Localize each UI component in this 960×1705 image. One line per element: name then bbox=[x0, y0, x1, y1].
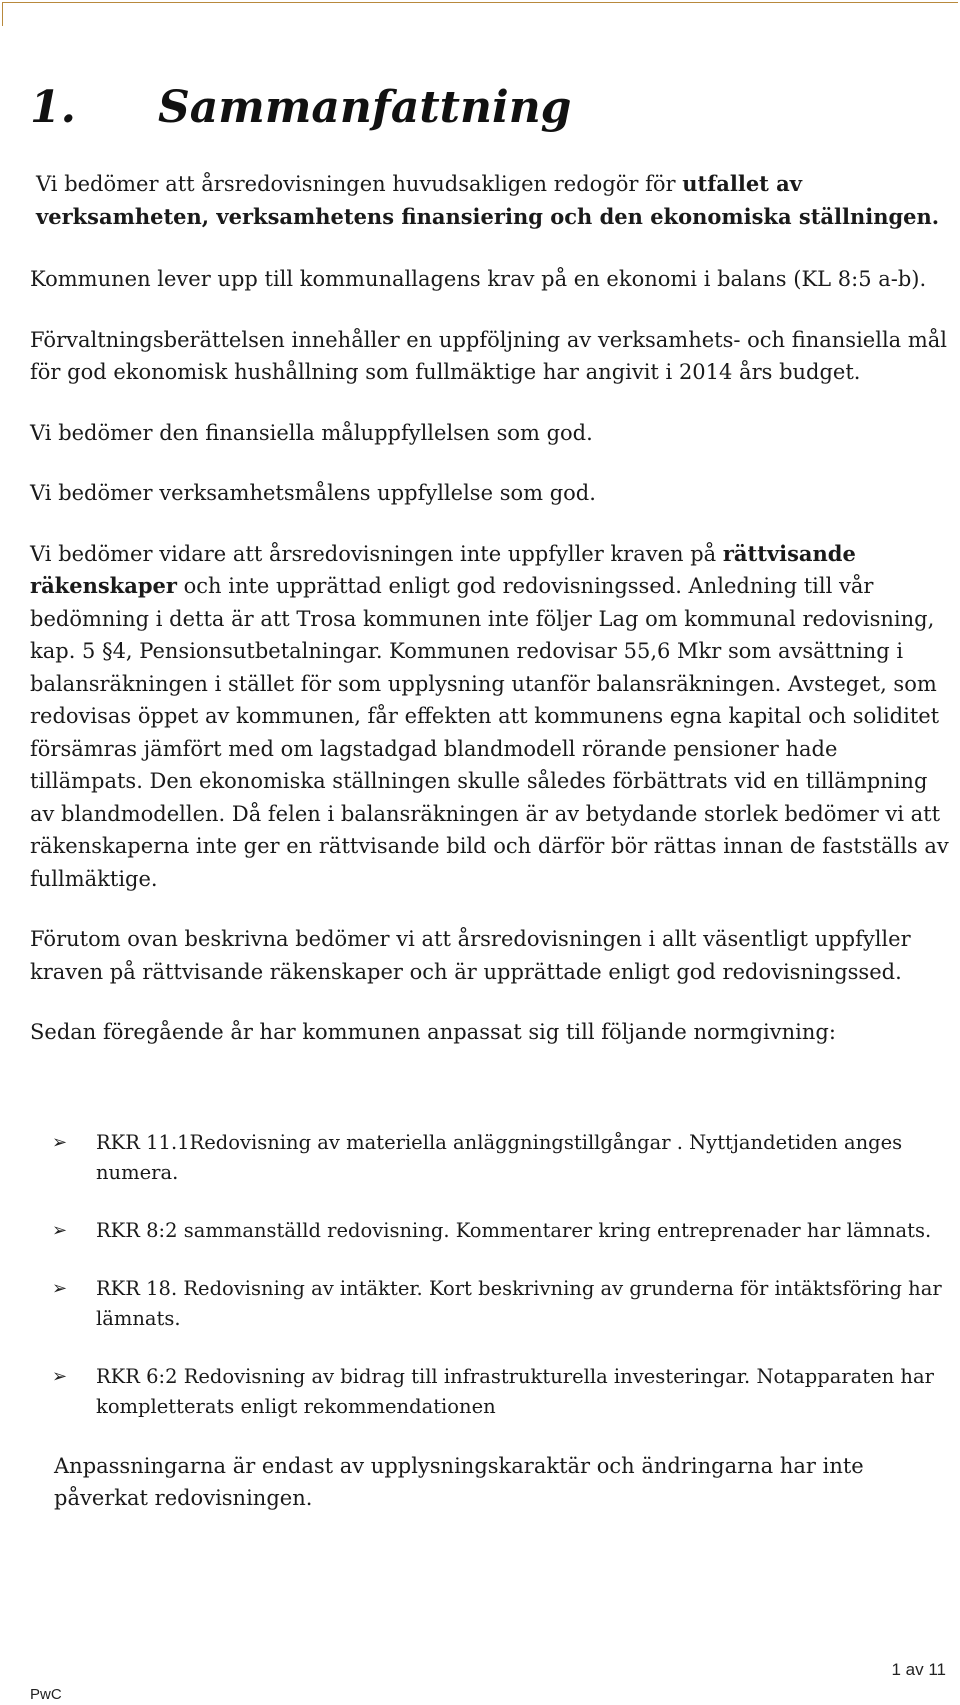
list-item bbox=[52, 1362, 950, 1422]
paragraph-norms-intro: Sedan föregående år har kommunen anpassat sig till följande normgivning: bbox=[30, 1020, 836, 1044]
arrow-bullet-icon: ➢ bbox=[52, 1220, 68, 1241]
section-title: Sammanfattning bbox=[158, 82, 572, 133]
page-number: 1 av 11 bbox=[891, 1660, 946, 1679]
section-number: 1. bbox=[30, 82, 76, 133]
paragraph-fair-accounts-intro: Vi bedömer vidare att årsredovisningen inte uppfyller kraven på bbox=[30, 541, 723, 566]
page-title bbox=[30, 82, 571, 133]
paragraph-fair-accounts-body: och inte upprättad enligt god redovisningssed. Anledning till vår bedömning i detta är att Trosa kommunen inte följer Lag om kommunal redovisning, kap. 5 §4, Pensionsutbetalningar. Kommunen redovisar 55,6 Mkr som avsättning i balansräkningen i stället för som upplysning utanför balansräkningen. Avsteget, som redovisas öppet av kommunen, får effekten att kommunens egna kapital och soliditet försämras jämfört med om lagstadgad blandmodell rörande pensioner hade tillämpats. Den ekonomiska ställningen skulle således förbättrats vid en tillämpning av blandmodellen. Då felen i balansräkningen är av betydande storlek bedömer vi att räkenskaperna inte ger en rättvisande bild och därför bör rättas innan de fastställs av fullmäktige. bbox=[30, 574, 949, 891]
list-item bbox=[52, 1128, 950, 1188]
summary-body bbox=[30, 168, 950, 1049]
list-item-text: RKR 8:2 sammanställd redovisning. Kommentarer kring entreprenader har lämnats. bbox=[96, 1219, 932, 1242]
paragraph-closing: Anpassningarna är endast av upplysningskaraktär och ändringarna har inte påverkat redovisningen. bbox=[54, 1454, 864, 1510]
paragraph-outcome-text: Vi bedömer att årsredovisningen huvudsakligen redogör för bbox=[36, 172, 683, 196]
paragraph-financial-goals: Vi bedömer den finansiella måluppfyllelsen som god. bbox=[30, 420, 593, 445]
paragraph-operational-goals: Vi bedömer verksamhetsmålens uppfyllelse som god. bbox=[30, 481, 596, 505]
paragraph-balance: Kommunen lever upp till kommunallagens krav på en ekonomi i balans (KL 8:5 a-b). bbox=[30, 267, 927, 291]
list-item bbox=[52, 1274, 950, 1334]
paragraph-fair-accounts bbox=[30, 538, 950, 896]
paragraph-management-report: Förvaltningsberättelsen innehåller en uppföljning av verksamhets- och finansiella mål för god ekonomisk hushållning som fullmäktige har angivit i 2014 års budget. bbox=[30, 327, 948, 384]
top-rule bbox=[2, 2, 958, 3]
corner-rule bbox=[2, 2, 3, 26]
paragraph-outcome-emphasis: utfallet av verksamheten, verksamhetens finansiering och den ekonomiska ställningen. bbox=[36, 171, 940, 229]
paragraph-fair-accounts-emphasis: rättvisande räkenskaper bbox=[30, 540, 856, 598]
list-item-text: RKR 11.1Redovisning av materiella anläggningstillgångar . Nyttjandetiden anges numera. bbox=[96, 1131, 903, 1184]
footer-brand: PwC bbox=[30, 1686, 62, 1703]
list-item bbox=[52, 1216, 950, 1246]
arrow-bullet-icon: ➢ bbox=[52, 1366, 68, 1387]
list-item-text: RKR 18. Redovisning av intäkter. Kort beskrivning av grunderna för intäktsföring har lämnats. bbox=[96, 1277, 942, 1330]
arrow-bullet-icon: ➢ bbox=[52, 1132, 68, 1153]
arrow-bullet-icon: ➢ bbox=[52, 1278, 68, 1299]
paragraph-overall-assessment: Förutom ovan beskrivna bedömer vi att årsredovisningen i allt väsentligt uppfyller kraven på rättvisande räkenskaper och är upprättade enligt god redovisningssed. bbox=[30, 927, 911, 984]
list-item-text: RKR 6:2 Redovisning av bidrag till infrastrukturella investeringar. Notapparaten har kompletterats enligt rekommendationen bbox=[96, 1365, 934, 1418]
norms-list bbox=[52, 1128, 950, 1422]
paragraph-outcome bbox=[30, 168, 950, 233]
